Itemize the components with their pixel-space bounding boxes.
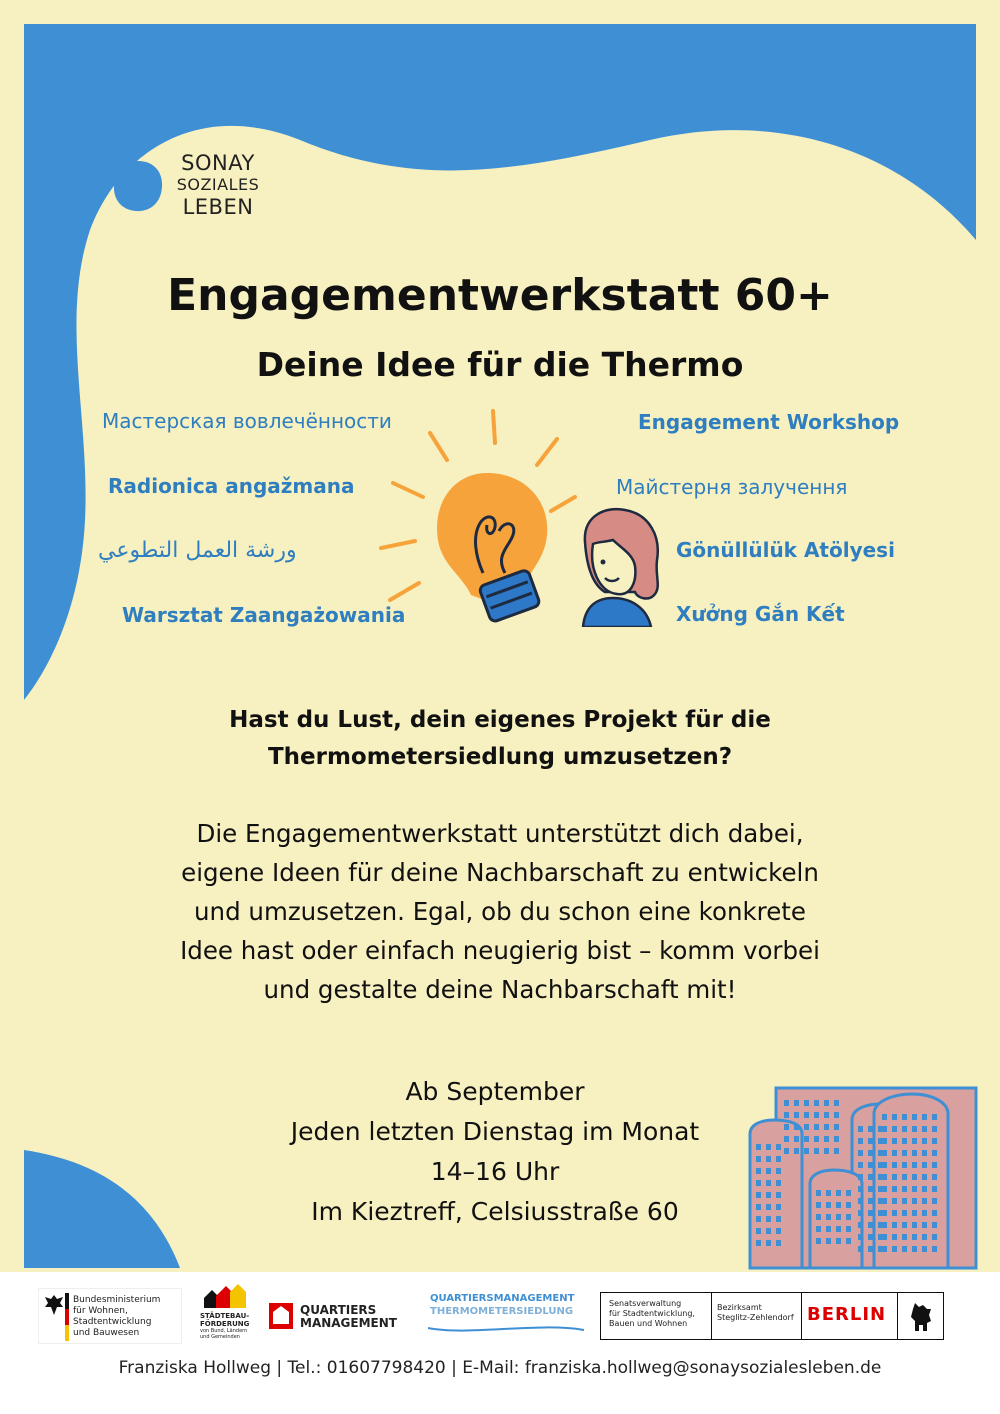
building-window [794, 1112, 799, 1118]
sponsor-qm-thermo [428, 1288, 584, 1344]
building-window [826, 1202, 831, 1208]
building-window [912, 1210, 917, 1216]
building-window [892, 1150, 897, 1156]
event-time: 14–16 Uhr [430, 1157, 560, 1186]
building-window [784, 1136, 789, 1142]
lang-turkish: Gönüllülük Atölyesi [676, 538, 895, 562]
lang-arabic: ورشة العمل التطوعي [98, 538, 297, 563]
building-window [882, 1186, 887, 1192]
building-window [858, 1222, 863, 1228]
building-window [868, 1210, 873, 1216]
building-window [868, 1174, 873, 1180]
building-window [858, 1126, 863, 1132]
sponsor-qm [268, 1300, 404, 1332]
body-line-1: Die Engagementwerkstatt unterstützt dich dabei, [196, 819, 804, 848]
federal-eagle-icon [43, 1293, 65, 1319]
berlin-bear-icon [907, 1299, 937, 1333]
building-window [912, 1246, 917, 1252]
qm-logo-icon [268, 1302, 294, 1330]
buildings-icon [744, 1080, 978, 1270]
building-window [836, 1238, 841, 1244]
building-window [902, 1210, 907, 1216]
building-window [932, 1222, 937, 1228]
building-window [858, 1186, 863, 1192]
building-window [892, 1138, 897, 1144]
building-window [826, 1190, 831, 1196]
building-window [824, 1112, 829, 1118]
building-window [824, 1148, 829, 1154]
building-window [892, 1114, 897, 1120]
building-window [932, 1246, 937, 1252]
building-window [776, 1168, 781, 1174]
building-window [902, 1150, 907, 1156]
building-window [868, 1138, 873, 1144]
building-window [804, 1100, 809, 1106]
building-window [766, 1168, 771, 1174]
building-window [892, 1222, 897, 1228]
building-window [804, 1136, 809, 1142]
ministry-line-1: Bundesministerium [73, 1295, 161, 1305]
building-window [882, 1150, 887, 1156]
building-window [766, 1204, 771, 1210]
building-window [816, 1214, 821, 1220]
building-window [836, 1226, 841, 1232]
building-window [912, 1222, 917, 1228]
question-heading [0, 702, 1000, 776]
event-schedule: Jeden letzten Dienstag im Monat [290, 1117, 700, 1146]
building-window [776, 1228, 781, 1234]
building-window [816, 1238, 821, 1244]
building-window [868, 1234, 873, 1240]
building-window [766, 1180, 771, 1186]
sponsor-staedtebau [200, 1284, 250, 1346]
building-window [902, 1246, 907, 1252]
building-window [766, 1228, 771, 1234]
building-window [756, 1144, 761, 1150]
body-line-3: und umzusetzen. Egal, ob du schon eine konkrete [194, 897, 806, 926]
building-window [882, 1198, 887, 1204]
building-window [858, 1198, 863, 1204]
building-window [794, 1124, 799, 1130]
building-window [868, 1162, 873, 1168]
building-window [892, 1186, 897, 1192]
building-window [756, 1204, 761, 1210]
building-window [892, 1210, 897, 1216]
body-line-2: eigene Ideen für deine Nachbarschaft zu entwickeln [181, 858, 819, 887]
building-window [868, 1222, 873, 1228]
qm-line-1: QUARTIERS [300, 1303, 377, 1317]
event-location: Im Kieztreff, Celsiusstraße 60 [311, 1197, 679, 1226]
senat-line-2: für Stadtentwicklung, [609, 1309, 695, 1318]
building-window [776, 1180, 781, 1186]
building-window [932, 1234, 937, 1240]
building-window [912, 1174, 917, 1180]
logo-line-2: SOZIALES [176, 175, 260, 194]
staedtebau-line-3: von Bund, Ländern und Gemeinden [200, 1328, 248, 1340]
building-window [892, 1174, 897, 1180]
building-window [824, 1124, 829, 1130]
building-window [922, 1186, 927, 1192]
sponsor-senat-bezirk-berlin [600, 1292, 944, 1340]
bezirk-line-2: Steglitz-Zehlendorf [717, 1313, 794, 1322]
building-window [892, 1246, 897, 1252]
building-window [902, 1222, 907, 1228]
building-window [882, 1222, 887, 1228]
building-window [902, 1198, 907, 1204]
building-window [766, 1192, 771, 1198]
building-window [804, 1148, 809, 1154]
lang-russian: Мастерская вовлечённости [102, 409, 392, 433]
event-start: Ab September [405, 1077, 585, 1106]
question-line-2: Thermometersiedlung umzusetzen? [267, 744, 733, 770]
building-window [846, 1226, 851, 1232]
building-window [816, 1226, 821, 1232]
logo-line-1: SONAY [181, 151, 255, 175]
lang-vietnamese: Xưởng Gắn Kết [676, 602, 845, 626]
building-window [868, 1198, 873, 1204]
building-window [902, 1162, 907, 1168]
logo-text [176, 152, 260, 218]
staedtebau-line-1: STÄDTEBAU- [200, 1312, 250, 1320]
building-window [756, 1192, 761, 1198]
building-window [814, 1136, 819, 1142]
building-window [882, 1234, 887, 1240]
building-window [826, 1226, 831, 1232]
building-window [784, 1100, 789, 1106]
building-window [882, 1126, 887, 1132]
building-window [892, 1162, 897, 1168]
building-window [776, 1144, 781, 1150]
building-window [922, 1150, 927, 1156]
building-window [858, 1210, 863, 1216]
building-window [784, 1112, 789, 1118]
building-window [902, 1186, 907, 1192]
building-window [912, 1114, 917, 1120]
building-window [882, 1162, 887, 1168]
body-line-4: Idee hast oder einfach neugierig bist – komm vorbei [180, 936, 820, 965]
building-window [922, 1246, 927, 1252]
building-window [766, 1144, 771, 1150]
building-window [922, 1210, 927, 1216]
logo-blob-icon [110, 158, 166, 214]
contact-footer: Franziska Hollweg | Tel.: 01607798420 | E-Mail: franziska.hollweg@sonaysozialesleben.de [118, 1358, 882, 1378]
building-window [922, 1222, 927, 1228]
building-window [868, 1150, 873, 1156]
building-window [932, 1186, 937, 1192]
building-window [922, 1174, 927, 1180]
building-window [756, 1240, 761, 1246]
building-window [858, 1234, 863, 1240]
building-window [826, 1238, 831, 1244]
building-window [836, 1202, 841, 1208]
building-window [922, 1138, 927, 1144]
staedtebau-line-2: FÖRDERUNG [200, 1320, 250, 1328]
building-window [776, 1156, 781, 1162]
lang-ukrainian: Майстерня залучення [616, 475, 848, 499]
building-window [902, 1126, 907, 1132]
building-window [922, 1114, 927, 1120]
building-window [858, 1162, 863, 1168]
building-window [776, 1216, 781, 1222]
building-window [834, 1100, 839, 1106]
building-window [766, 1240, 771, 1246]
ministry-line-2: für Wohnen, Stadtentwicklung [73, 1306, 152, 1327]
building-window [868, 1126, 873, 1132]
building-window [882, 1246, 887, 1252]
building-window [932, 1138, 937, 1144]
building-window [824, 1100, 829, 1106]
building-window [756, 1180, 761, 1186]
building-window [892, 1234, 897, 1240]
building-window [922, 1234, 927, 1240]
lang-croatian: Radionica angažmana [108, 474, 355, 498]
building-window [794, 1100, 799, 1106]
lang-polish: Warsztat Zaangażowania [122, 603, 406, 627]
building-window [912, 1138, 917, 1144]
building-window [784, 1124, 789, 1130]
building-window [846, 1214, 851, 1220]
building-window [804, 1112, 809, 1118]
qm-line-2: MANAGEMENT [300, 1316, 397, 1330]
building-window [776, 1204, 781, 1210]
building-window [882, 1210, 887, 1216]
building-window [814, 1124, 819, 1130]
building-window [814, 1148, 819, 1154]
building-window [882, 1174, 887, 1180]
body-line-5: und gestalte deine Nachbarschaft mit! [263, 975, 737, 1004]
building-window [902, 1174, 907, 1180]
page-title: Engagementwerkstatt 60+ [167, 270, 833, 321]
building-window [932, 1162, 937, 1168]
building-window [922, 1126, 927, 1132]
building-window [932, 1198, 937, 1204]
building-window [846, 1190, 851, 1196]
building-window [846, 1202, 851, 1208]
building-window [858, 1150, 863, 1156]
building-window [784, 1148, 789, 1154]
building-window [826, 1214, 831, 1220]
building-window [858, 1138, 863, 1144]
building-window [932, 1114, 937, 1120]
building-window [814, 1100, 819, 1106]
building-window [776, 1192, 781, 1198]
ministry-line-3: und Bauwesen [73, 1328, 140, 1338]
building-window [858, 1246, 863, 1252]
building-window [824, 1136, 829, 1142]
building-window [756, 1156, 761, 1162]
building-window [834, 1148, 839, 1154]
building-window [892, 1198, 897, 1204]
building-window [756, 1168, 761, 1174]
building-window [932, 1126, 937, 1132]
building-window [912, 1198, 917, 1204]
building-window [834, 1124, 839, 1130]
building-window [766, 1216, 771, 1222]
building-window [932, 1210, 937, 1216]
building-window [902, 1234, 907, 1240]
building-window [882, 1138, 887, 1144]
building-window [794, 1136, 799, 1142]
qm-thermo-wave-icon [428, 1322, 584, 1336]
building-window [816, 1202, 821, 1208]
building-window [834, 1136, 839, 1142]
bezirk-line-1: Bezirksamt [717, 1303, 762, 1312]
building-window [766, 1156, 771, 1162]
page-subtitle: Deine Idee für die Thermo [256, 345, 744, 384]
berlin-label: BERLIN [807, 1304, 887, 1325]
event-details [230, 1072, 760, 1232]
building-window [912, 1186, 917, 1192]
building-window [846, 1238, 851, 1244]
building-window [912, 1150, 917, 1156]
question-line-1: Hast du Lust, dein eigenes Projekt für die [229, 707, 771, 733]
building-window [912, 1234, 917, 1240]
building-window [858, 1174, 863, 1180]
qm-thermo-line-2: THERMOMETERSIEDLUNG [430, 1306, 574, 1317]
person-icon [565, 502, 665, 627]
building-window [912, 1126, 917, 1132]
building-window [912, 1162, 917, 1168]
building-window [834, 1112, 839, 1118]
building-window [816, 1190, 821, 1196]
building-window [902, 1114, 907, 1120]
building-window [902, 1138, 907, 1144]
qm-thermo-line-1: QUARTIERSMANAGEMENT [430, 1293, 575, 1304]
body-paragraph [80, 814, 920, 1009]
building-window [868, 1246, 873, 1252]
staedtebau-logo-icon [202, 1284, 248, 1310]
building-window [932, 1150, 937, 1156]
senat-line-3: Bauen und Wohnen [609, 1319, 688, 1328]
building-window [836, 1214, 841, 1220]
building-window [794, 1148, 799, 1154]
building-window [756, 1228, 761, 1234]
senat-line-1: Senatsverwaltung [609, 1299, 682, 1308]
building-window [932, 1174, 937, 1180]
sponsor-ministry [38, 1288, 182, 1344]
building-window [882, 1114, 887, 1120]
building-window [868, 1186, 873, 1192]
building-window [922, 1162, 927, 1168]
building-window [892, 1126, 897, 1132]
building-window [756, 1216, 761, 1222]
building-window [804, 1124, 809, 1130]
logo-line-3: LEBEN [182, 195, 254, 219]
building-window [814, 1112, 819, 1118]
building-window [836, 1190, 841, 1196]
lang-english: Engagement Workshop [638, 410, 900, 434]
building-window [922, 1198, 927, 1204]
building-window [776, 1240, 781, 1246]
